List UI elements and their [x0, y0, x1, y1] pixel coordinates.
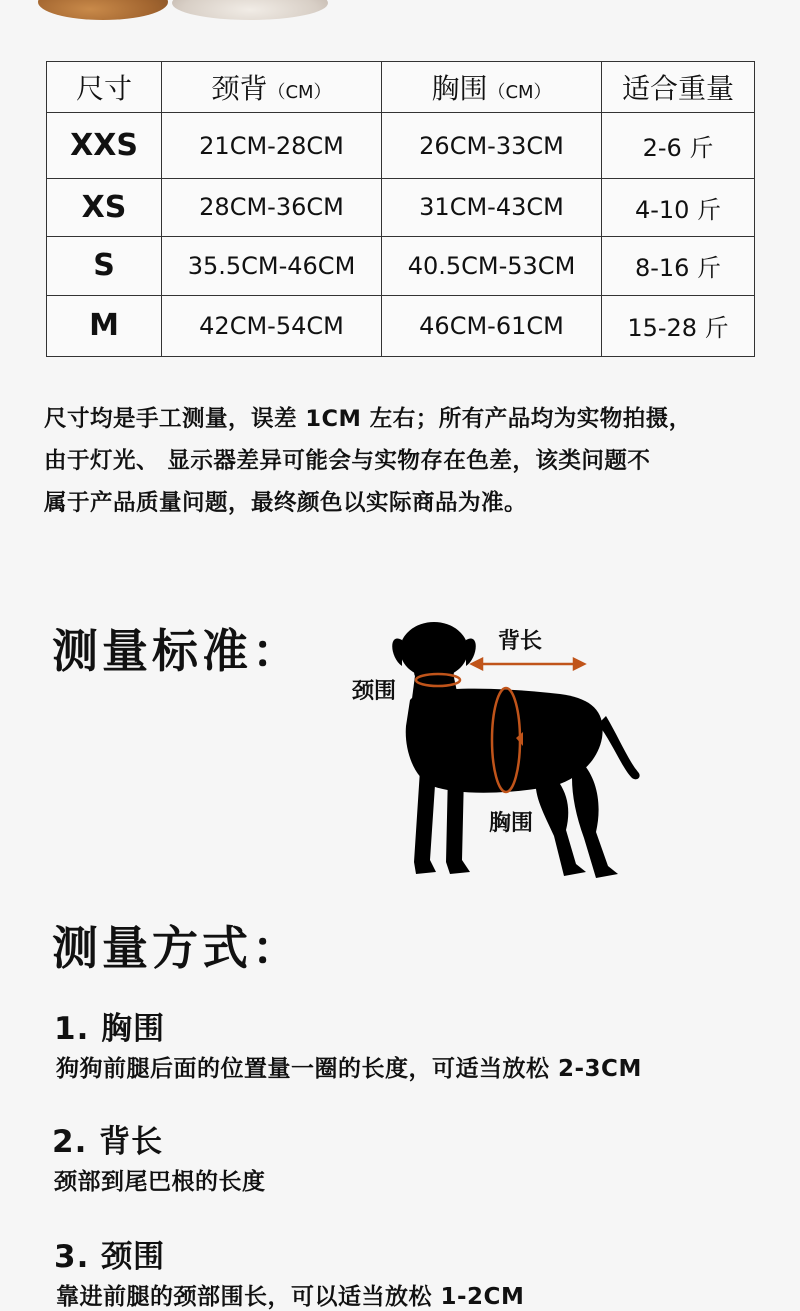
- weight-cell: 4-10 斤: [602, 178, 755, 236]
- neck-back-cell: 35.5CM-46CM: [162, 237, 382, 295]
- header-chest: 胸围（CM）: [382, 62, 602, 113]
- table-row: [47, 178, 755, 236]
- chest-cell: 31CM-43CM: [382, 178, 602, 236]
- chest-cell: 46CM-61CM: [382, 295, 602, 356]
- method-item-chest-desc: 狗狗前腿后面的位置量一圈的长度，可适当放松 2-3CM: [56, 1056, 642, 1082]
- header-neck-back: 颈背（CM）: [162, 62, 382, 113]
- brown-puppy-photo: [38, 0, 168, 20]
- neck-back-cell: 28CM-36CM: [162, 178, 382, 236]
- header-weight: 适合重量: [602, 62, 755, 113]
- chest-cell: 26CM-33CM: [382, 113, 602, 178]
- chest-girth-label: 胸围: [489, 811, 534, 836]
- method-item-chest-title: 1. 胸围: [54, 1011, 166, 1047]
- size-cell: M: [47, 295, 162, 356]
- neck-back-cell: 21CM-28CM: [162, 113, 382, 178]
- size-cell: XXS: [47, 113, 162, 178]
- unit-label: （CM）: [487, 82, 552, 104]
- note-line: 属于产品质量问题，最终颜色以实际商品为准。: [44, 490, 528, 516]
- weight-cell: 2-6 斤: [602, 113, 755, 178]
- header-size: 尺寸: [47, 62, 162, 113]
- chest-cell: 40.5CM-53CM: [382, 237, 602, 295]
- measure-standard-heading: 测量标准：: [52, 624, 302, 678]
- dog-silhouette-icon: [392, 622, 639, 878]
- method-item-back-desc: 颈部到尾巴根的长度: [54, 1169, 266, 1195]
- back-length-arrow: [472, 659, 584, 669]
- weight-cell: 15-28 斤: [602, 295, 755, 356]
- unit-label: （CM）: [267, 82, 332, 104]
- size-table: [46, 61, 755, 357]
- note-line: 尺寸均是手工测量，误差 1CM 左右；所有产品均为实物拍摄，: [44, 406, 692, 432]
- neck-back-cell: 42CM-54CM: [162, 295, 382, 356]
- method-item-neck-desc: 靠进前腿的颈部围长，可以适当放松 1-2CM: [56, 1284, 525, 1310]
- dog-photo-strip: [0, 0, 800, 26]
- table-row: [47, 295, 755, 356]
- measure-method-heading: 测量方式：: [52, 921, 302, 975]
- size-cell: XS: [47, 178, 162, 236]
- disclaimer-note: [44, 398, 768, 524]
- table-row: [47, 113, 755, 178]
- method-item-neck-title: 3. 颈围: [54, 1239, 166, 1275]
- size-cell: S: [47, 237, 162, 295]
- table-row: [47, 237, 755, 295]
- neck-girth-label: 颈围: [352, 679, 397, 704]
- back-length-label: 背长: [498, 629, 543, 654]
- method-item-back-title: 2. 背长: [52, 1124, 164, 1160]
- table-header-row: [47, 62, 755, 113]
- weight-cell: 8-16 斤: [602, 237, 755, 295]
- white-puppy-photo: [172, 0, 328, 20]
- note-line: 由于灯光、 显示器差异可能会与实物存在色差，该类问题不: [44, 448, 651, 474]
